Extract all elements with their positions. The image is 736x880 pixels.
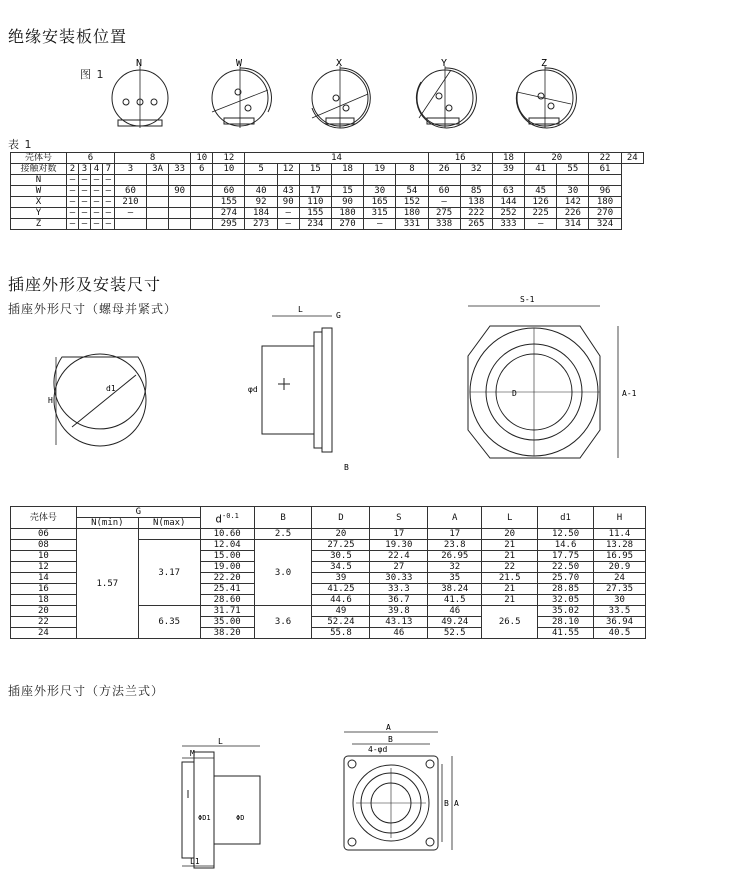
- d1-cell: 41.55: [538, 628, 594, 639]
- table1-cell: —: [277, 219, 299, 230]
- table1-cell: —: [114, 208, 146, 219]
- flange-dim-l-label: L: [218, 737, 223, 746]
- table1-cell: 222: [460, 208, 492, 219]
- contacts-cell: 15: [299, 164, 331, 175]
- contacts-cell: 3: [114, 164, 146, 175]
- figure-label: 图 1: [80, 68, 105, 81]
- table1-cell: [460, 175, 492, 186]
- g-min-cell: 1.57: [76, 529, 138, 639]
- table1-cell: [169, 197, 191, 208]
- table1-cell: [299, 175, 331, 186]
- table1-cell: 225: [525, 208, 557, 219]
- table1-cell: —: [525, 219, 557, 230]
- table1-cell: 324: [589, 219, 621, 230]
- table1-cell: —: [78, 219, 90, 230]
- table1-cell: 275: [428, 208, 460, 219]
- g-max-cell: 3.17: [138, 540, 200, 606]
- contacts-cell: 26: [428, 164, 460, 175]
- dd-cell: 44.6: [312, 595, 370, 606]
- contacts-cell: 61: [589, 164, 621, 175]
- table1-cell: —: [78, 186, 90, 197]
- contacts-cell: 39: [492, 164, 524, 175]
- contacts-cell: 32: [460, 164, 492, 175]
- contacts-cell: 18: [331, 164, 363, 175]
- l-cell: 22: [482, 562, 538, 573]
- th-d: [200, 507, 254, 529]
- table1-cell: 165: [364, 197, 396, 208]
- th-b: B: [254, 507, 312, 529]
- d-cell: 22.20: [200, 573, 254, 584]
- table1-cell: 138: [460, 197, 492, 208]
- dim-phi-d-label: φd: [248, 385, 258, 394]
- shell-cell: 12: [213, 153, 245, 164]
- s-cell: 36.7: [370, 595, 428, 606]
- table1-cell: [589, 175, 621, 186]
- table1-cell: 17: [299, 186, 331, 197]
- d-cell: 19.00: [200, 562, 254, 573]
- th-shell: 壳体号: [11, 507, 77, 529]
- l-cell: 21: [482, 584, 538, 595]
- table1-cell: [147, 197, 169, 208]
- table1-cell: 184: [245, 208, 277, 219]
- table1-cell: 273: [245, 219, 277, 230]
- h-cell: 40.5: [594, 628, 646, 639]
- dd-cell: 52.24: [312, 617, 370, 628]
- flange-dim-d-label: ΦD: [236, 814, 245, 822]
- shell-cell: 18: [492, 153, 524, 164]
- flange-side-drawing: [170, 736, 290, 876]
- contacts-cell: 33: [169, 164, 191, 175]
- d-cell: 15.00: [200, 551, 254, 562]
- table1-cell: [331, 175, 363, 186]
- flange-front-b-label: B: [388, 735, 393, 744]
- d1-cell: 17.75: [538, 551, 594, 562]
- table1-cell: 314: [557, 219, 589, 230]
- table1-cell: 155: [299, 208, 331, 219]
- shell-cell: 20: [11, 606, 77, 617]
- table1-cell: 90: [331, 197, 363, 208]
- shell-cell: 22: [11, 617, 77, 628]
- l-cell: 21: [482, 595, 538, 606]
- h-cell: 24: [594, 573, 646, 584]
- dim-l-label: L: [298, 305, 303, 314]
- flange-front-drawing: [330, 720, 480, 870]
- s-cell: 27: [370, 562, 428, 573]
- table1-row-key: X: [11, 197, 67, 208]
- table1-cell: 270: [331, 219, 363, 230]
- table1-cell: 60: [213, 186, 245, 197]
- table1-cell: 63: [492, 186, 524, 197]
- section2-title: 插座外形及安装尺寸: [8, 275, 162, 294]
- table1-cell: [557, 175, 589, 186]
- h-cell: 13.28: [594, 540, 646, 551]
- table1-cell: —: [428, 197, 460, 208]
- table2-row: [11, 529, 646, 540]
- contacts-cell: 3A: [147, 164, 169, 175]
- s-cell: 17: [370, 529, 428, 540]
- s-cell: 39.8: [370, 606, 428, 617]
- table1-cell: —: [78, 175, 90, 186]
- th-h: H: [594, 507, 646, 529]
- dd-cell: 41.25: [312, 584, 370, 595]
- position-y: [416, 58, 476, 128]
- l-cell: 21: [482, 540, 538, 551]
- contacts-cell: 10: [213, 164, 245, 175]
- contacts-cell: 19: [364, 164, 396, 175]
- h-cell: 16.95: [594, 551, 646, 562]
- front-hex-drawing: [450, 292, 640, 477]
- table1-cell: 54: [396, 186, 428, 197]
- dd-cell: 34.5: [312, 562, 370, 573]
- d1-cell: 25.70: [538, 573, 594, 584]
- table1-cell: [147, 186, 169, 197]
- table1-cell: [525, 175, 557, 186]
- insulator-position-table: [10, 152, 644, 230]
- table1-cell: 126: [525, 197, 557, 208]
- shell-cell: 06: [11, 529, 77, 540]
- a-cell: 46: [428, 606, 482, 617]
- table1-cell: [191, 208, 213, 219]
- table1-shell-row: [11, 153, 644, 164]
- d-cell: 25.41: [200, 584, 254, 595]
- table1-row-key: W: [11, 186, 67, 197]
- l-cell: 20: [482, 529, 538, 540]
- d1-cell: 12.50: [538, 529, 594, 540]
- dim-s-label: S-1: [520, 295, 535, 304]
- table1-cell: 234: [299, 219, 331, 230]
- table1-cell: 155: [213, 197, 245, 208]
- contacts-cell: 4: [90, 164, 102, 175]
- table1-cell: 210: [114, 197, 146, 208]
- g-max-cell: 6.35: [138, 606, 200, 639]
- position-w: [212, 58, 271, 128]
- a-cell: 17: [428, 529, 482, 540]
- position-z: [516, 58, 576, 128]
- table1-cell: 226: [557, 208, 589, 219]
- table1-cell: 40: [245, 186, 277, 197]
- dim-d-label: D: [512, 389, 517, 398]
- h-cell: 20.9: [594, 562, 646, 573]
- d1-cell: 32.05: [538, 595, 594, 606]
- table1-cell: 96: [589, 186, 621, 197]
- table1-cell: 15: [331, 186, 363, 197]
- th-gmax: N(max): [138, 518, 200, 529]
- table1-cell: —: [102, 175, 114, 186]
- shell-cell: 12: [11, 562, 77, 573]
- table1-cell: —: [102, 219, 114, 230]
- table1-cell: —: [67, 186, 79, 197]
- h-cell: 11.4: [594, 529, 646, 540]
- table1-cell: 180: [331, 208, 363, 219]
- a-cell: 38.24: [428, 584, 482, 595]
- table1-cell: 43: [277, 186, 299, 197]
- table1-label: 表 1: [8, 138, 33, 151]
- shell-cell: 16: [428, 153, 492, 164]
- table1-cell: 30: [557, 186, 589, 197]
- position-figures: [100, 58, 600, 138]
- table1-row-key: Z: [11, 219, 67, 230]
- s-cell: 22.4: [370, 551, 428, 562]
- flange-front-b2-label: B: [444, 799, 449, 808]
- contacts-cell: 8: [396, 164, 428, 175]
- shell-cell: 6: [67, 153, 115, 164]
- d1-cell: 35.02: [538, 606, 594, 617]
- table1-cell: 252: [492, 208, 524, 219]
- table2-header-row: [11, 507, 646, 518]
- sub1-title: 插座外形尺寸（螺母并紧式）: [8, 302, 178, 316]
- th-d1: d1: [538, 507, 594, 529]
- shell-cell: 10: [191, 153, 213, 164]
- shell-cell: 16: [11, 584, 77, 595]
- table1-cell: —: [102, 208, 114, 219]
- shell-cell: 20: [525, 153, 589, 164]
- a-cell: 26.95: [428, 551, 482, 562]
- th-g: G: [76, 507, 200, 518]
- table1-cell: 110: [299, 197, 331, 208]
- a-cell: 52.5: [428, 628, 482, 639]
- h-cell: 33.5: [594, 606, 646, 617]
- position-label-x: X: [336, 58, 343, 69]
- flange-dim-d1-label: ΦD1: [198, 814, 211, 822]
- table1-cell: —: [90, 186, 102, 197]
- table1-cell: 144: [492, 197, 524, 208]
- side-profile-drawing: [240, 298, 360, 478]
- table1-row: [11, 208, 644, 219]
- table1-cell: —: [90, 175, 102, 186]
- contacts-cell: 2: [67, 164, 79, 175]
- table1-cell: 45: [525, 186, 557, 197]
- position-label-n: N: [136, 58, 143, 69]
- table1-cell: [147, 208, 169, 219]
- dimension-table: [10, 506, 646, 639]
- flange-front-a2-label: A: [454, 799, 459, 808]
- contacts-cell: 7: [102, 164, 114, 175]
- table1-cell: —: [67, 219, 79, 230]
- th-s: S: [370, 507, 428, 529]
- b-cell: 2.5: [254, 529, 312, 540]
- d-cell: 28.60: [200, 595, 254, 606]
- table1-cell: —: [102, 186, 114, 197]
- d-cell: 10.60: [200, 529, 254, 540]
- table1-cell: [114, 219, 146, 230]
- table1-cell: —: [102, 197, 114, 208]
- table1-cell: —: [90, 219, 102, 230]
- table1-cell: 85: [460, 186, 492, 197]
- table1-cell: [169, 208, 191, 219]
- contacts-cell: 3: [78, 164, 90, 175]
- a-cell: 49.24: [428, 617, 482, 628]
- position-label-y: Y: [441, 58, 448, 69]
- table1-cell: 333: [492, 219, 524, 230]
- shell-cell: 8: [114, 153, 190, 164]
- dd-cell: 49: [312, 606, 370, 617]
- l-cell: 21: [482, 551, 538, 562]
- th-gmin: N(min): [76, 518, 138, 529]
- s-cell: 19.30: [370, 540, 428, 551]
- table1-cell: [169, 175, 191, 186]
- s-cell: 33.3: [370, 584, 428, 595]
- contacts-cell: 12: [277, 164, 299, 175]
- s-cell: 46: [370, 628, 428, 639]
- h-cell: 36.94: [594, 617, 646, 628]
- g-max-cell: [138, 529, 200, 540]
- table1-row: [11, 175, 644, 186]
- th-a: A: [428, 507, 482, 529]
- th-d-tol: -0.1: [222, 511, 239, 520]
- dd-cell: 39: [312, 573, 370, 584]
- table1-cell: 60: [428, 186, 460, 197]
- table1-row: [11, 186, 644, 197]
- a-cell: 23.8: [428, 540, 482, 551]
- table1-cell: [191, 175, 213, 186]
- dim-a-label: A-1: [622, 389, 637, 398]
- table1-row: [11, 219, 644, 230]
- position-label-z: Z: [541, 58, 548, 69]
- table1-cell: 180: [396, 208, 428, 219]
- table1-cell: —: [67, 208, 79, 219]
- table1-row: [11, 197, 644, 208]
- d-cell: 12.04: [200, 540, 254, 551]
- table1-cell: —: [277, 208, 299, 219]
- position-n: [112, 58, 168, 128]
- d-cell: 35.00: [200, 617, 254, 628]
- dd-cell: 30.5: [312, 551, 370, 562]
- table1-cell: 152: [396, 197, 428, 208]
- s-cell: 43.13: [370, 617, 428, 628]
- shell-cell: 24: [621, 153, 643, 164]
- shell-cell: 10: [11, 551, 77, 562]
- dim-b-label: B: [344, 463, 349, 472]
- table1-cell: —: [90, 208, 102, 219]
- shell-cell: 18: [11, 595, 77, 606]
- flange-front-a-label: A: [386, 723, 391, 732]
- table1-cell: [191, 186, 213, 197]
- contacts-cell: 41: [525, 164, 557, 175]
- table1-cell: [147, 175, 169, 186]
- page-title: 绝缘安装板位置: [8, 27, 128, 46]
- table1-cell: 315: [364, 208, 396, 219]
- dim-h-label: H: [48, 396, 53, 405]
- table1-cell: 30: [364, 186, 396, 197]
- contacts-cell: 5: [245, 164, 277, 175]
- a-cell: 35: [428, 573, 482, 584]
- th-d-label: d: [215, 512, 223, 526]
- table1-cell: [492, 175, 524, 186]
- table1-cell: [191, 197, 213, 208]
- table1-cell: —: [67, 175, 79, 186]
- table1-cell: 331: [396, 219, 428, 230]
- h-cell: 30: [594, 595, 646, 606]
- table1-cell: 265: [460, 219, 492, 230]
- b-cell: 3.0: [254, 540, 312, 606]
- s-cell: 30.33: [370, 573, 428, 584]
- d1-cell: 14.6: [538, 540, 594, 551]
- table1-contacts-label: 接触对数: [11, 164, 67, 175]
- d1-cell: 22.50: [538, 562, 594, 573]
- d-cell: 31.71: [200, 606, 254, 617]
- table1-cell: 338: [428, 219, 460, 230]
- a-cell: 41.5: [428, 595, 482, 606]
- table1-cell: —: [78, 208, 90, 219]
- table1-cell: 142: [557, 197, 589, 208]
- table1-cell: 274: [213, 208, 245, 219]
- flange-dim-l1-label: L1: [190, 857, 200, 866]
- flange-dim-m-label: M: [190, 749, 195, 758]
- d1-cell: 28.85: [538, 584, 594, 595]
- h-cell: 27.35: [594, 584, 646, 595]
- table1-cell: 90: [277, 197, 299, 208]
- dim-d1-label: d1: [106, 384, 116, 393]
- shell-cell: 08: [11, 540, 77, 551]
- th-l: L: [482, 507, 538, 529]
- table1-cell: —: [364, 219, 396, 230]
- d1-cell: 28.10: [538, 617, 594, 628]
- front-circle-drawing: [40, 345, 180, 455]
- dd-cell: 55.8: [312, 628, 370, 639]
- table1-cell: [191, 219, 213, 230]
- dim-g-label: G: [336, 311, 341, 320]
- dd-cell: 20: [312, 529, 370, 540]
- table1-cell: 90: [169, 186, 191, 197]
- table1-cell: —: [78, 197, 90, 208]
- a-cell: 32: [428, 562, 482, 573]
- table1-cell: [364, 175, 396, 186]
- table1-cell: 270: [589, 208, 621, 219]
- table1-cell: 295: [213, 219, 245, 230]
- l-cell: 21.5: [482, 573, 538, 584]
- table1-cell: [213, 175, 245, 186]
- b-cell: 3.6: [254, 606, 312, 639]
- flange-holes-label: 4-φd: [368, 745, 388, 754]
- shell-cell: 22: [589, 153, 621, 164]
- table1-shell-label: 壳体号: [11, 153, 67, 164]
- table1-cell: [114, 175, 146, 186]
- position-x: [312, 58, 370, 128]
- table1-cell: [147, 219, 169, 230]
- d-cell: 38.20: [200, 628, 254, 639]
- position-label-w: W: [236, 58, 243, 69]
- shell-cell: 14: [11, 573, 77, 584]
- shell-cell: 24: [11, 628, 77, 639]
- shell-cell: 14: [245, 153, 428, 164]
- table1-cell: —: [90, 197, 102, 208]
- contacts-cell: 6: [191, 164, 213, 175]
- table1-contacts-row: [11, 164, 644, 175]
- table1-cell: [169, 219, 191, 230]
- table1-cell: [277, 175, 299, 186]
- l-cell: 26.5: [482, 606, 538, 639]
- contacts-cell: 55: [557, 164, 589, 175]
- table1-row-key: N: [11, 175, 67, 186]
- table1-cell: 92: [245, 197, 277, 208]
- table1-cell: [396, 175, 428, 186]
- table1-cell: [428, 175, 460, 186]
- table1-cell: 180: [589, 197, 621, 208]
- sub2-title: 插座外形尺寸（方法兰式）: [8, 684, 165, 698]
- dd-cell: 27.25: [312, 540, 370, 551]
- table1-cell: [245, 175, 277, 186]
- th-dd: D: [312, 507, 370, 529]
- table1-cell: —: [67, 197, 79, 208]
- table1-cell: 60: [114, 186, 146, 197]
- table1-row-key: Y: [11, 208, 67, 219]
